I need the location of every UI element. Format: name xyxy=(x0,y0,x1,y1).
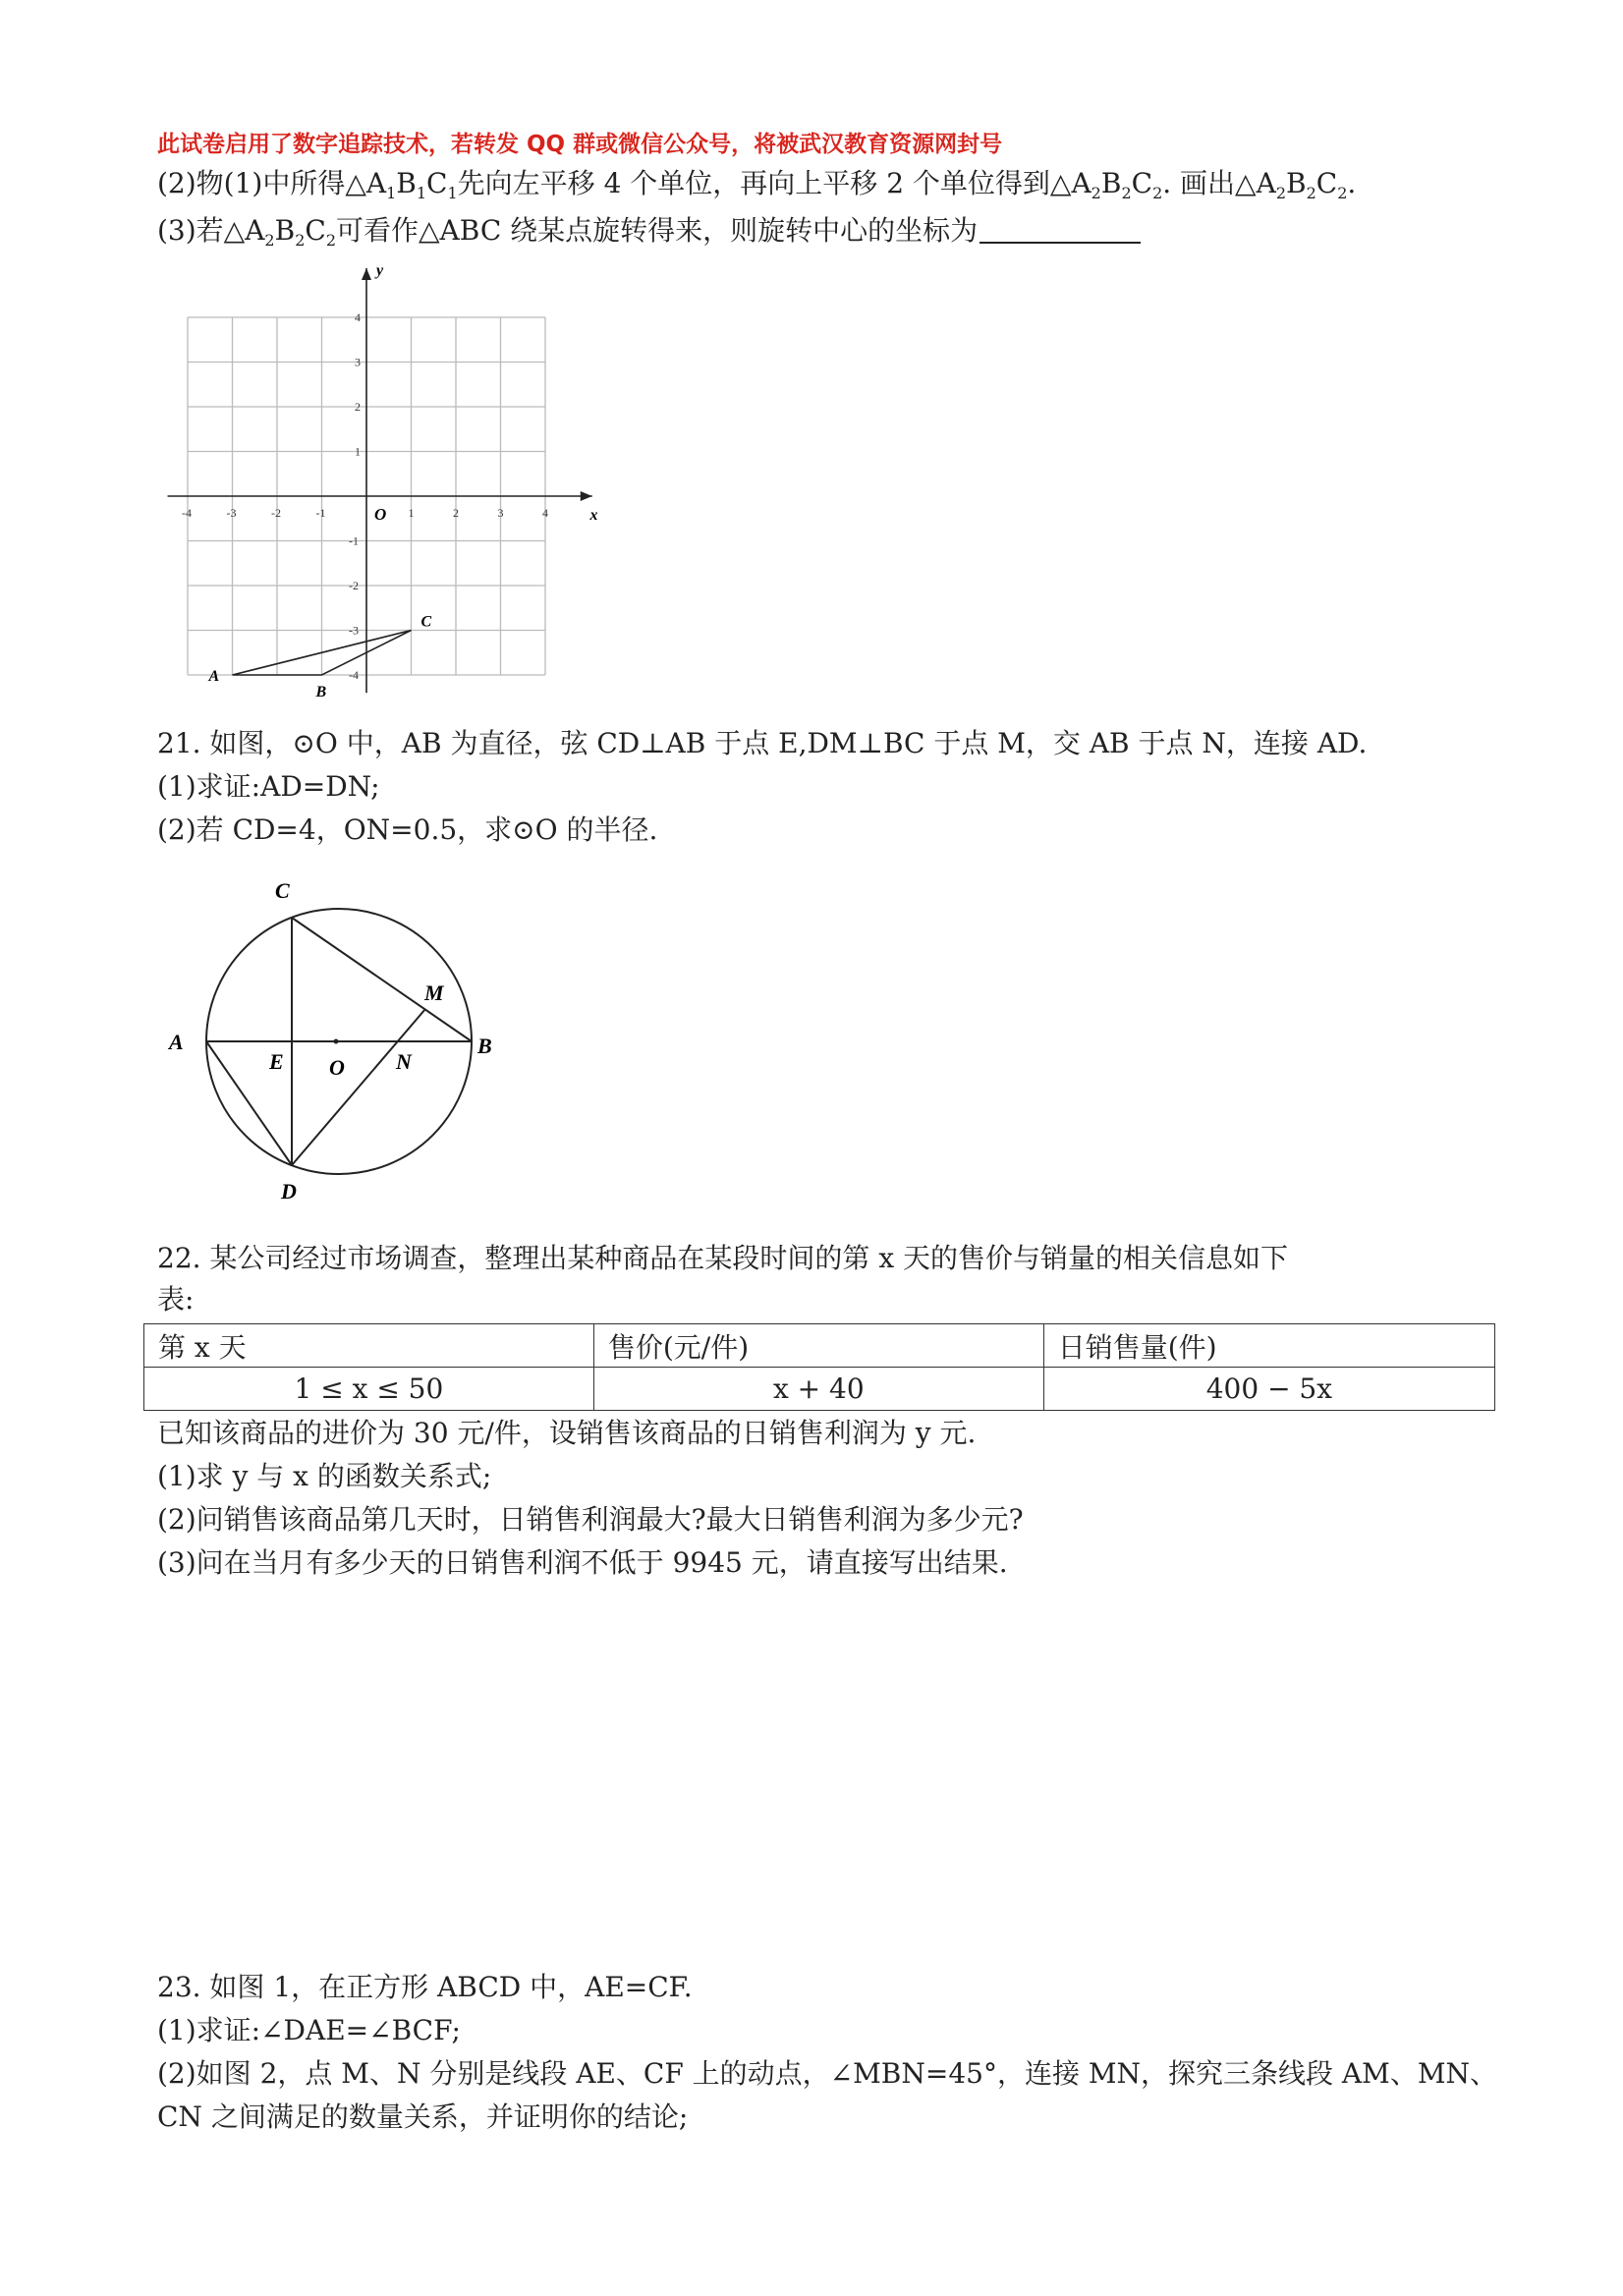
x-axis-arrow xyxy=(581,491,592,501)
x-tick-label: -3 xyxy=(226,506,237,520)
y-tick-label: 2 xyxy=(355,400,361,414)
q22-stem-1: 22. 某公司经过市场调查，整理出某种商品在某段时间的第 x 天的售价与销量的相关信息如下 xyxy=(157,1242,1289,1274)
sub: 1 xyxy=(447,184,458,202)
q22-part1: (1)求 y 与 x 的函数关系式; xyxy=(157,1460,492,1492)
y-tick-label: 4 xyxy=(355,310,361,324)
sub: 1 xyxy=(386,184,397,202)
y-axis-arrow xyxy=(362,268,371,280)
tick-labels xyxy=(182,262,598,682)
sub: 2 xyxy=(295,231,306,250)
table-row xyxy=(144,1368,1495,1411)
x-tick-label: 1 xyxy=(408,506,415,520)
label-a: A xyxy=(169,1030,184,1054)
x-tick-label: 4 xyxy=(542,506,548,520)
q20-part3 xyxy=(157,212,1141,257)
origin-label: O xyxy=(374,505,387,524)
x-axis-label: x xyxy=(589,507,598,524)
y-tick-label: -3 xyxy=(349,623,359,638)
q21-part1: (1)求证:AD=DN; xyxy=(157,770,380,803)
q20-part2 xyxy=(157,167,1356,210)
table-header-cell: 日销售量(件) xyxy=(1043,1324,1494,1368)
q21-stem: 21. 如图，⊙O 中，AB 为直径，弦 CD⊥AB 于点 E,DM⊥BC 于点 M，交 AB 于点 N，连接 AD. xyxy=(157,727,1368,759)
vertex-label: B xyxy=(315,684,327,700)
seg: B xyxy=(1286,167,1307,199)
coordinate-grid-figure xyxy=(147,257,619,709)
table-cell: x + 40 xyxy=(593,1368,1043,1411)
label-d: D xyxy=(281,1179,297,1204)
seg: 可看作△ABC 绕某点旋转得来，则旋转中心的坐标为 xyxy=(336,214,979,247)
y-tick-label: 1 xyxy=(355,444,361,459)
q21-part2: (2)若 CD=4，ON=0.5，求⊙O 的半径. xyxy=(157,813,658,846)
sub: 2 xyxy=(1152,184,1163,202)
q22-info: 已知该商品的进价为 30 元/件，设销售该商品的日销售利润为 y 元. xyxy=(157,1417,977,1449)
table-header-cell: 第 x 天 xyxy=(144,1324,594,1368)
sub: 2 xyxy=(1121,184,1132,202)
q23-stem: 23. 如图 1，在正方形 ABCD 中，AE=CF. xyxy=(157,1971,693,2003)
x-tick-label: -1 xyxy=(315,506,326,520)
y-tick-label: 3 xyxy=(355,355,361,369)
sub: 2 xyxy=(1091,184,1101,202)
y-tick-label: -1 xyxy=(349,533,359,548)
label-e: E xyxy=(269,1049,284,1074)
table-header-row xyxy=(144,1324,1495,1368)
seg: . xyxy=(1347,167,1357,199)
q22-part3: (3)问在当月有多少天的日销售利润不低于 9945 元，请直接写出结果. xyxy=(157,1546,1008,1579)
label-n: N xyxy=(396,1049,412,1074)
triangle-abc xyxy=(208,614,432,701)
table-cell: 400 − 5x xyxy=(1043,1368,1494,1411)
label-b: B xyxy=(477,1034,492,1058)
sub: 2 xyxy=(264,231,275,250)
seg: B xyxy=(1100,167,1122,199)
label-m: M xyxy=(424,980,444,1005)
price-sales-table xyxy=(143,1323,1495,1411)
y-tick-label: -2 xyxy=(349,579,359,592)
label-o: O xyxy=(329,1055,345,1080)
seg: C xyxy=(1315,167,1338,199)
q22-stem-2: 表: xyxy=(157,1283,195,1316)
seg: B xyxy=(274,214,296,247)
sub: 2 xyxy=(1306,184,1316,202)
q22-part2: (2)问销售该商品第几天时，日销售利润最大?最大日销售利润为多少元? xyxy=(157,1503,1024,1536)
segment-cb xyxy=(292,918,472,1041)
seg: (3)若△A xyxy=(157,214,265,247)
x-tick-label: -4 xyxy=(182,506,192,520)
seg: 先向左平移 4 个单位，再向上平移 2 个单位得到△A xyxy=(457,167,1091,199)
segment-dm xyxy=(292,1009,425,1165)
circle-figure xyxy=(157,874,511,1218)
sub: 2 xyxy=(325,231,336,250)
vertex-label: C xyxy=(420,613,432,631)
sub: 2 xyxy=(1275,184,1286,202)
seg: C xyxy=(305,214,326,247)
seg: C xyxy=(426,167,448,199)
x-tick-label: -2 xyxy=(271,506,281,520)
sub: 1 xyxy=(416,184,427,202)
axes xyxy=(168,268,592,693)
seg: C xyxy=(1131,167,1153,199)
sub: 2 xyxy=(1337,184,1348,202)
x-tick-label: 2 xyxy=(453,506,459,520)
label-c: C xyxy=(275,878,290,903)
q23-part1: (1)求证:∠DAE=∠BCF; xyxy=(157,2014,461,2046)
y-tick-label: -4 xyxy=(349,668,359,682)
table-cell: 1 ≤ x ≤ 50 xyxy=(144,1368,594,1411)
seg: . 画出△A xyxy=(1162,167,1276,199)
q23-part2-line2: CN 之间满足的数量关系，并证明你的结论; xyxy=(157,2100,689,2133)
vertex-label: A xyxy=(208,668,220,685)
center-dot xyxy=(334,1039,339,1044)
answer-blank[interactable] xyxy=(979,212,1141,244)
seg: B xyxy=(396,167,417,199)
y-axis-label: y xyxy=(376,261,384,279)
table-header-cell: 售价(元/件) xyxy=(593,1324,1043,1368)
x-tick-label: 3 xyxy=(497,506,504,520)
q20-part2-pre: (2)物(1)中所得△A xyxy=(157,167,387,199)
q23-part2-line1: (2)如图 2，点 M、N 分别是线段 AE、CF 上的动点，∠MBN=45°，连接 MN，探究三条线段 AM、MN、 xyxy=(157,2057,1497,2090)
watermark-notice: 此试卷启用了数字追踪技术，若转发 QQ 群或微信公众号，将被武汉教育资源网封号 xyxy=(157,132,1003,157)
